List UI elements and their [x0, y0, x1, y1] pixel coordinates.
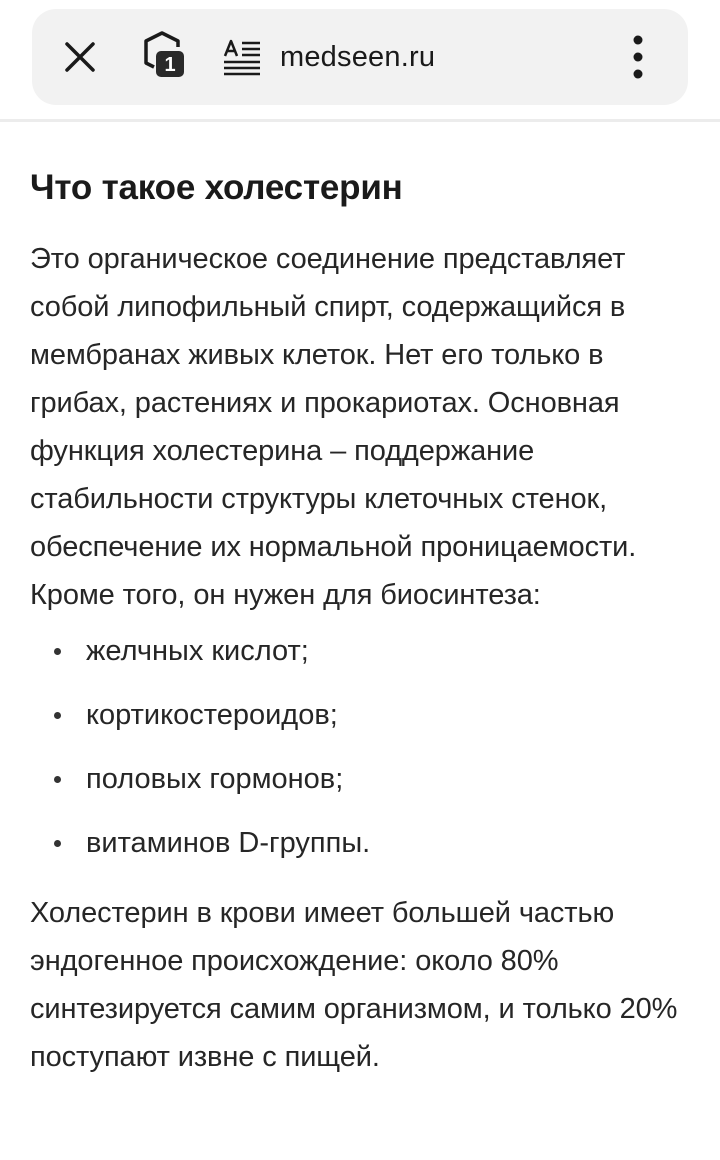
bullet-dot — [54, 648, 61, 655]
list-item-text: желчных кислот; — [86, 635, 309, 667]
close-icon[interactable] — [60, 33, 100, 81]
article-intro-paragraph: Это органическое соединение представляет собой липофильный спирт, содержащийся в мембранах живых клеток. Нет его только в грибах, растениях и прокариотах. Основная функция холестерина – поддержание стабильности структуры клеточных стенок, обеспечение их нормальной проницаемости. Кроме того, он нужен для биосинтеза: — [30, 243, 637, 611]
tab-count: 1 — [164, 54, 176, 76]
bullet-dot — [54, 776, 61, 783]
list-item — [30, 627, 702, 675]
url-domain[interactable]: medseen.ru — [280, 41, 436, 73]
address-bar[interactable] — [32, 9, 688, 105]
list-item — [30, 819, 702, 867]
more-vertical-icon[interactable] — [622, 31, 654, 83]
list-item — [30, 691, 702, 739]
list-item-text: кортикостероидов; — [86, 699, 338, 731]
biosynthesis-list — [30, 627, 702, 867]
reader-mode-icon[interactable] — [220, 35, 264, 79]
list-item — [30, 755, 702, 803]
article-outro-paragraph: Холестерин в крови имеет большей частью эндогенное происхождение: около 80% синтезируется самим организмом, и только 20% поступают извне с пищей. — [30, 897, 678, 1073]
list-item-text: витаминов D-группы. — [86, 827, 371, 859]
list-item-text: половых гормонов; — [86, 763, 344, 795]
article-title: Что такое холестерин — [30, 168, 403, 207]
bullet-dot — [54, 840, 61, 847]
browser-toolbar — [0, 0, 720, 122]
tabs-icon[interactable] — [136, 29, 190, 85]
article-content — [30, 164, 702, 1081]
bullet-dot — [54, 712, 61, 719]
